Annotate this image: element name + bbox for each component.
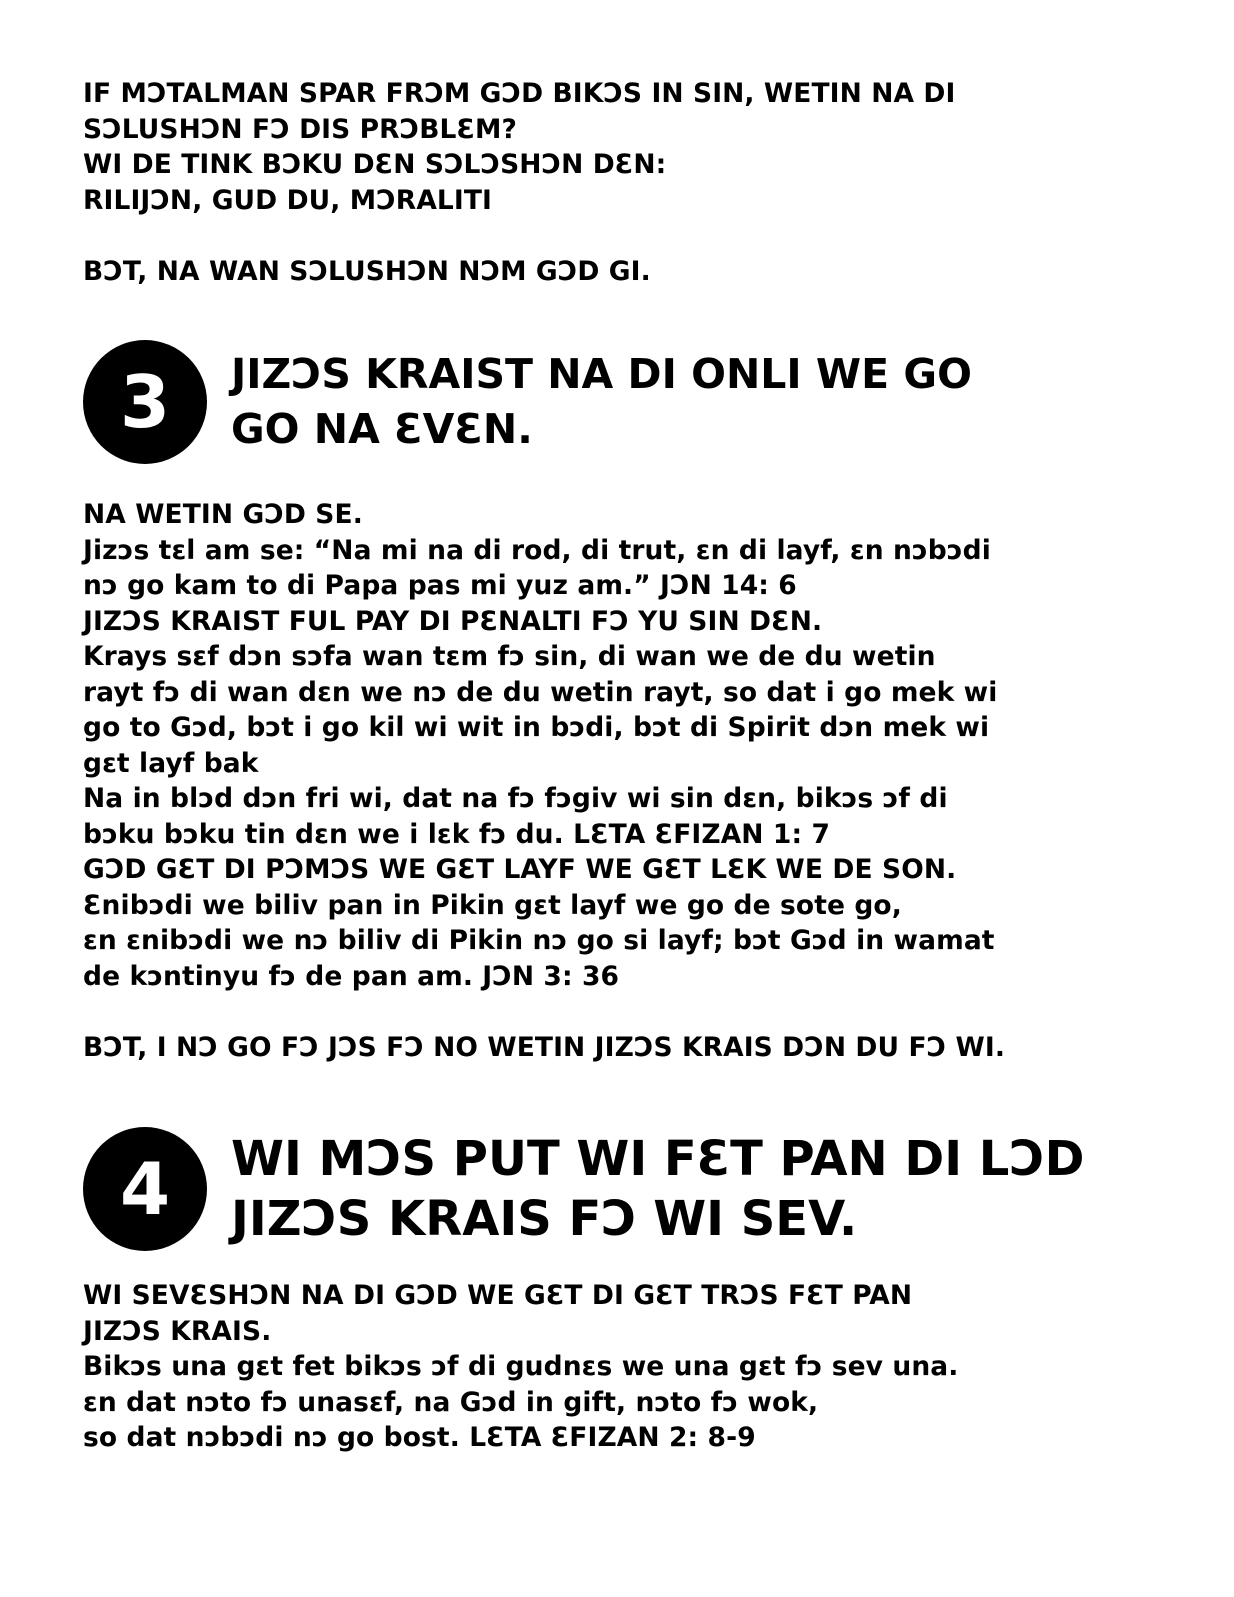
intro-line: SƆLUSHƆN FƆ DIS PRƆBLƐM? xyxy=(83,113,517,145)
section-4-title-line: JIZƆS KRAIS FƆ WI SEV. xyxy=(231,1191,858,1247)
body-spacer xyxy=(83,994,1193,1030)
intro-spacer xyxy=(83,218,1193,254)
body-line: bɔku bɔku tin dɛn we i lɛk fɔ du. LƐTA ƐFIZAN 1: 7 xyxy=(83,818,831,850)
body-line: Bikɔs una gɛt fet bikɔs ɔf di gudnɛs we una gɛt fɔ sev una. xyxy=(83,1351,959,1382)
section-4-title-line: WI MƆS PUT WI FƐT PAN DI LƆD xyxy=(231,1131,1085,1187)
body-line: nɔ go kam to di Papa pas mi yuz am.” JƆN 14: 6 xyxy=(83,570,797,601)
intro-line: BƆT, NA WAN SƆLUSHƆN NƆM GƆD GI. xyxy=(83,255,651,287)
body-line: Krays sɛf dɔn sɔfa wan tɛm fɔ sin, di wan we de du wetin xyxy=(83,641,936,672)
body-line: so dat nɔbɔdi nɔ go bost. LƐTA ƐFIZAN 2: 8-9 xyxy=(83,1422,756,1453)
body-line: ɛn ɛnibɔdi we nɔ biliv di Pikin nɔ go si layf; bɔt Gɔd in wamat xyxy=(83,925,995,956)
section-3-title-line: GO NA ƐVƐN. xyxy=(231,405,533,453)
step-number-badge: 4 xyxy=(83,1127,207,1251)
intro-line: WI DE TINK BƆKU DƐN SƆLƆSHƆN DƐN: xyxy=(83,149,667,180)
intro-line: RILIJƆN, GUD DU, MƆRALITI xyxy=(83,184,493,216)
body-line: JIZƆS KRAIST FUL PAY DI PƐNALTI FƆ YU SIN DƐN. xyxy=(83,605,823,637)
section-4-body xyxy=(83,1278,1193,1456)
body-line: GƆD GƐT DI PƆMƆS WE GƐT LAYF WE GƐT LƐK WE DE SON. xyxy=(83,854,957,885)
body-line: Na in blɔd dɔn fri wi, dat na fɔ fɔgiv wi sin dɛn, bikɔs ɔf di xyxy=(83,783,948,814)
section-4-title xyxy=(231,1129,1084,1249)
body-line: BƆT, I NƆ GO FƆ JƆS FƆ NO WETIN JIZƆS KRAIS DƆN DU FƆ WI. xyxy=(83,1031,1005,1063)
step-number-badge: 3 xyxy=(83,340,207,464)
intro-block xyxy=(83,76,1193,289)
section-3-title-line: JIZƆS KRAIST NA DI ONLI WE GO xyxy=(231,350,972,398)
body-line: de kɔntinyu fɔ de pan am. JƆN 3: 36 xyxy=(83,960,620,992)
body-line: go to Gɔd, bɔt i go kil wi wit in bɔdi, bɔt di Spirit dɔn mek wi xyxy=(83,712,990,743)
body-line: Ɛnibɔdi we biliv pan in Pikin gɛt layf we go de sote go, xyxy=(83,889,902,921)
body-line: rayt fɔ di wan dɛn we nɔ de du wetin rayt, so dat i go mek wi xyxy=(83,676,998,708)
intro-line: IF MƆTALMAN SPAR FRƆM GƆD BIKƆS IN SIN, WETIN NA DI xyxy=(83,78,956,109)
body-line: Jizɔs tɛl am se: “Na mi na di rod, di trut, ɛn di layf, ɛn nɔbɔdi xyxy=(83,534,991,566)
section-3-heading xyxy=(83,340,1193,464)
section-3-body xyxy=(83,497,1193,1065)
body-line: ɛn dat nɔto fɔ unasɛf, na Gɔd in gift, nɔto fɔ wok, xyxy=(83,1386,819,1418)
body-line: gɛt layf bak xyxy=(83,747,259,779)
section-3-title xyxy=(231,347,972,457)
body-line: JIZƆS KRAIS. xyxy=(83,1315,272,1347)
body-line: WI SEVƐSHƆN NA DI GƆD WE GƐT DI GƐT TRƆS FƐT PAN xyxy=(83,1280,913,1311)
section-4-heading xyxy=(83,1127,1193,1251)
body-line: NA WETIN GƆD SE. xyxy=(83,499,363,530)
